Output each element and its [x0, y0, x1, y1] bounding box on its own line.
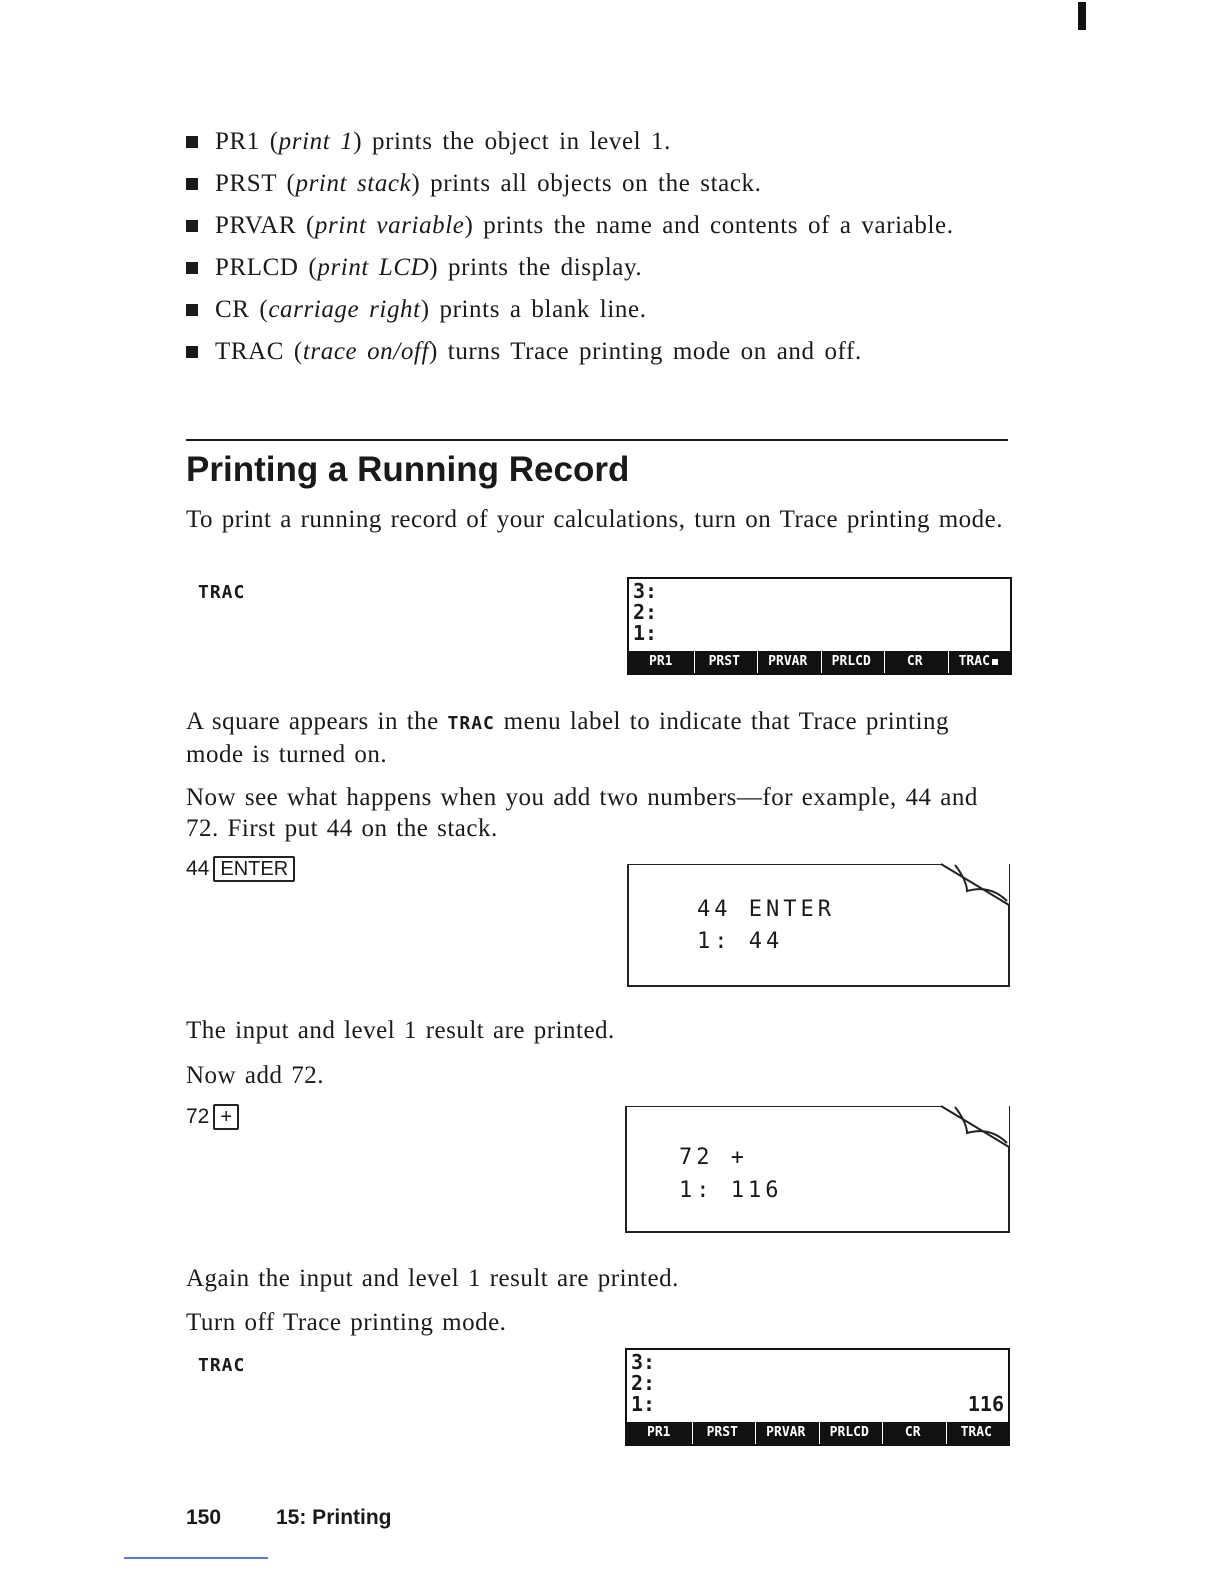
printout-input-line: 72 +: [679, 1145, 748, 1170]
bullet-icon: [186, 136, 198, 148]
trace-on-square-icon: [992, 659, 998, 665]
menu-key-pr1[interactable]: PR1: [649, 654, 673, 669]
list-item: PRVAR (print variable) prints the name and contents of a variable.: [186, 208, 1026, 250]
list-item: CR (carriage right) prints a blank line.: [186, 292, 1026, 334]
menu-key-prlcd[interactable]: PRLCD: [821, 651, 882, 673]
bullet-icon: [186, 262, 198, 274]
trac-on-key: TRAC: [198, 582, 246, 603]
stack-level-3: 3:: [631, 1350, 656, 1374]
section-heading: Printing a Running Record: [186, 450, 630, 489]
page-edge-mark: [1078, 2, 1086, 30]
bullet-icon: [186, 178, 198, 190]
command-list: [186, 124, 1026, 376]
menu-bar: [627, 1422, 1008, 1444]
menu-key-prvar[interactable]: PRVAR: [757, 651, 818, 673]
stack-rows: [633, 581, 1006, 644]
menu-key-pr1[interactable]: PR1: [647, 1425, 671, 1440]
menu-key-prst[interactable]: PRST: [694, 651, 755, 673]
bottom-divider: [124, 1557, 268, 1559]
intro-paragraph: To print a running record of your calculations, turn on Trace printing mode.: [186, 506, 1004, 533]
page-number: 150: [186, 1506, 222, 1529]
chapter-title: 15: Printing: [276, 1506, 392, 1529]
menu-key-prvar[interactable]: PRVAR: [755, 1422, 816, 1444]
bullet-icon: [186, 220, 198, 232]
printer-output-1: [627, 864, 1010, 987]
input-printed-paragraph: The input and level 1 result are printed.: [186, 1017, 615, 1044]
turn-off-paragraph: Turn off Trace printing mode.: [186, 1309, 507, 1336]
now-add-paragraph: Now add 72.: [186, 1062, 324, 1089]
menu-key-trac[interactable]: TRAC: [946, 1422, 1007, 1444]
add-example-paragraph: Now see what happens when you add two numbers—for example, 44 and 72. First put 44 on the stack.: [186, 784, 978, 842]
list-item: TRAC (trace on/off) turns Trace printing mode on and off.: [186, 334, 1026, 376]
stack-level-2: 2:: [631, 1371, 656, 1395]
stack-level-1: 1:: [633, 621, 658, 645]
plus-key: +: [213, 1104, 239, 1130]
stack-level-2: 2:: [633, 600, 658, 624]
menu-bar: [629, 651, 1010, 673]
enter-step: 44 ENTER: [186, 856, 295, 882]
add-step: 72 +: [186, 1104, 239, 1130]
trac-off-key: TRAC: [198, 1355, 246, 1376]
list-item: PRST (print stack) prints all objects on the stack.: [186, 166, 1026, 208]
printout-result-line: 1: 116: [679, 1178, 783, 1203]
calculator-display: [627, 577, 1012, 675]
menu-key-cr[interactable]: CR: [882, 1422, 943, 1444]
enter-key: ENTER: [213, 856, 295, 882]
bullet-icon: [186, 346, 198, 358]
square-note-paragraph: A square appears in the TRAC menu label to indicate that Trace printing mode is turned on.: [186, 708, 950, 768]
printer-output-2: [625, 1106, 1010, 1233]
list-item: PRLCD (print LCD) prints the display.: [186, 250, 1026, 292]
calculator-display: [625, 1348, 1010, 1446]
stack-level-1: 1: 116: [631, 1392, 1004, 1416]
paper-curl-icon: [937, 861, 1013, 909]
stack-level-3: 3:: [633, 579, 658, 603]
menu-key-trac-active[interactable]: TRAC: [948, 651, 1009, 673]
menu-key-cr[interactable]: CR: [884, 651, 945, 673]
list-item: PR1 (print 1) prints the object in level 1.: [186, 124, 1026, 166]
menu-key-prlcd[interactable]: PRLCD: [819, 1422, 880, 1444]
printout-result-line: 1: 44: [697, 929, 784, 954]
again-printed-paragraph: Again the input and level 1 result are printed.: [186, 1265, 679, 1292]
bullet-icon: [186, 304, 198, 316]
stack-rows: [631, 1352, 1004, 1415]
menu-key-prst[interactable]: PRST: [692, 1422, 753, 1444]
printout-input-line: 44 ENTER: [697, 897, 835, 922]
section-divider: [186, 439, 1008, 441]
paper-curl-icon: [937, 1103, 1013, 1151]
